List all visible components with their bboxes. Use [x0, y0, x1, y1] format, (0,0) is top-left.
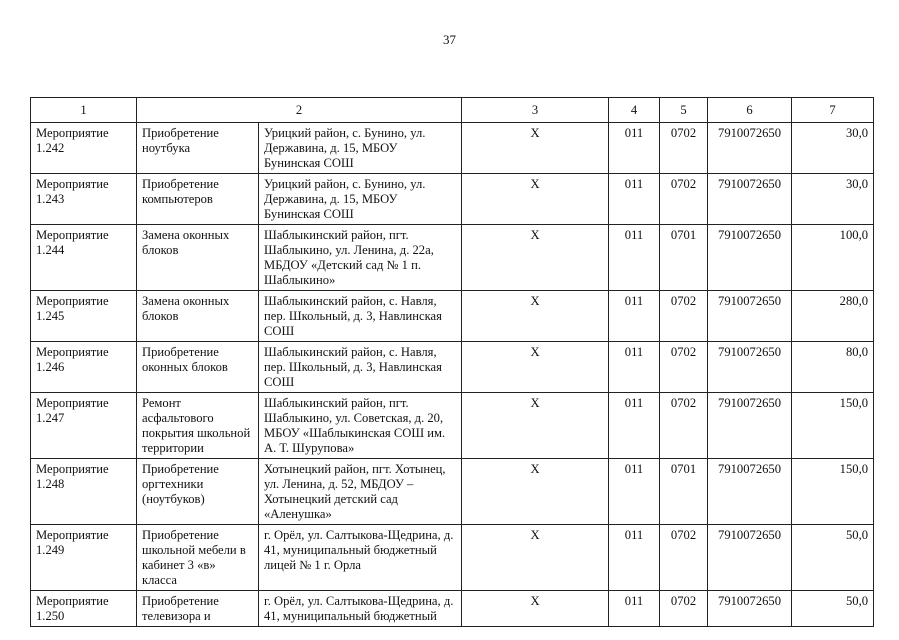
col6-cell: 7910072650: [708, 525, 792, 591]
col3-cell: Х: [462, 459, 609, 525]
col5-cell: 0702: [660, 342, 708, 393]
col5-cell: 0701: [660, 459, 708, 525]
col3-cell: Х: [462, 174, 609, 225]
item-name-cell: Замена оконных блоков: [137, 225, 259, 291]
col5-cell: 0701: [660, 225, 708, 291]
col6-cell: 7910072650: [708, 123, 792, 174]
event-cell: Мероприятие 1.250: [31, 591, 137, 627]
location-cell: г. Орёл, ул. Салтыкова-Щедрина, д. 41, муниципальный бюджетный лицей № 1 г. Орла: [259, 525, 462, 591]
col3-cell: Х: [462, 591, 609, 627]
col3-cell: Х: [462, 393, 609, 459]
header-col-1: 1: [31, 98, 137, 123]
col6-cell: 7910072650: [708, 225, 792, 291]
col4-cell: 011: [609, 291, 660, 342]
table-row: [31, 342, 874, 393]
table-row: [31, 225, 874, 291]
page-number: 37: [443, 32, 456, 47]
col4-cell: 011: [609, 342, 660, 393]
col3-cell: Х: [462, 525, 609, 591]
event-cell: Мероприятие 1.249: [31, 525, 137, 591]
amount-cell: 280,0: [792, 291, 874, 342]
location-cell: Хотынецкий район, пгт. Хотынец, ул. Ленина, д. 52, МБДОУ – Хотынецкий детский сад «Аленушка»: [259, 459, 462, 525]
col5-cell: 0702: [660, 393, 708, 459]
col3-cell: Х: [462, 123, 609, 174]
item-name-cell: Приобретение телевизора и: [137, 591, 259, 627]
event-cell: Мероприятие 1.246: [31, 342, 137, 393]
col5-cell: 0702: [660, 525, 708, 591]
amount-cell: 30,0: [792, 174, 874, 225]
col4-cell: 011: [609, 225, 660, 291]
header-col-7: 7: [792, 98, 874, 123]
header-col-2: 2: [137, 98, 462, 123]
col6-cell: 7910072650: [708, 393, 792, 459]
col6-cell: 7910072650: [708, 342, 792, 393]
amount-cell: 150,0: [792, 393, 874, 459]
event-cell: Мероприятие 1.245: [31, 291, 137, 342]
item-name-cell: Приобретение оргтехники (ноутбуков): [137, 459, 259, 525]
amount-cell: 100,0: [792, 225, 874, 291]
header-col-3: 3: [462, 98, 609, 123]
location-cell: Шаблыкинский район, с. Навля, пер. Школьный, д. 3, Навлинская СОШ: [259, 291, 462, 342]
col4-cell: 011: [609, 459, 660, 525]
location-cell: Шаблыкинский район, пгт. Шаблыкино, ул. Ленина, д. 22а, МБДОУ «Детский сад № 1 п. Шаблыкино»: [259, 225, 462, 291]
amount-cell: 30,0: [792, 123, 874, 174]
location-cell: Шаблыкинский район, пгт. Шаблыкино, ул. Советская, д. 20, МБОУ «Шаблыкинская СОШ им. А. Т. Шурупова»: [259, 393, 462, 459]
item-name-cell: Приобретение школьной мебели в кабинет 3 «в» класса: [137, 525, 259, 591]
amount-cell: 50,0: [792, 591, 874, 627]
col4-cell: 011: [609, 525, 660, 591]
budget-table: [30, 97, 874, 627]
col5-cell: 0702: [660, 591, 708, 627]
item-name-cell: Приобретение оконных блоков: [137, 342, 259, 393]
item-name-cell: Приобретение ноутбука: [137, 123, 259, 174]
header-col-5: 5: [660, 98, 708, 123]
table-row: [31, 291, 874, 342]
amount-cell: 80,0: [792, 342, 874, 393]
col3-cell: Х: [462, 291, 609, 342]
location-cell: Урицкий район, с. Бунино, ул. Державина, д. 15, МБОУ Бунинская СОШ: [259, 174, 462, 225]
table-row: [31, 591, 874, 627]
item-name-cell: Ремонт асфальтового покрытия школьной территории: [137, 393, 259, 459]
col4-cell: 011: [609, 393, 660, 459]
event-cell: Мероприятие 1.247: [31, 393, 137, 459]
table-row: [31, 393, 874, 459]
table-row: [31, 459, 874, 525]
table-row: [31, 174, 874, 225]
event-cell: Мероприятие 1.248: [31, 459, 137, 525]
header-row: [31, 98, 874, 123]
event-cell: Мероприятие 1.244: [31, 225, 137, 291]
col5-cell: 0702: [660, 123, 708, 174]
col6-cell: 7910072650: [708, 291, 792, 342]
col6-cell: 7910072650: [708, 591, 792, 627]
col4-cell: 011: [609, 591, 660, 627]
header-col-6: 6: [708, 98, 792, 123]
item-name-cell: Приобретение компьютеров: [137, 174, 259, 225]
location-cell: Урицкий район, с. Бунино, ул. Державина, д. 15, МБОУ Бунинская СОШ: [259, 123, 462, 174]
col3-cell: Х: [462, 225, 609, 291]
event-cell: Мероприятие 1.242: [31, 123, 137, 174]
col3-cell: Х: [462, 342, 609, 393]
table-row: [31, 525, 874, 591]
location-cell: г. Орёл, ул. Салтыкова-Щедрина, д. 41, муниципальный бюджетный: [259, 591, 462, 627]
location-cell: Шаблыкинский район, с. Навля, пер. Школьный, д. 3, Навлинская СОШ: [259, 342, 462, 393]
col4-cell: 011: [609, 174, 660, 225]
col6-cell: 7910072650: [708, 174, 792, 225]
event-cell: Мероприятие 1.243: [31, 174, 137, 225]
col5-cell: 0702: [660, 291, 708, 342]
header-col-4: 4: [609, 98, 660, 123]
amount-cell: 50,0: [792, 525, 874, 591]
col5-cell: 0702: [660, 174, 708, 225]
col4-cell: 011: [609, 123, 660, 174]
amount-cell: 150,0: [792, 459, 874, 525]
table-row: [31, 123, 874, 174]
item-name-cell: Замена оконных блоков: [137, 291, 259, 342]
col6-cell: 7910072650: [708, 459, 792, 525]
